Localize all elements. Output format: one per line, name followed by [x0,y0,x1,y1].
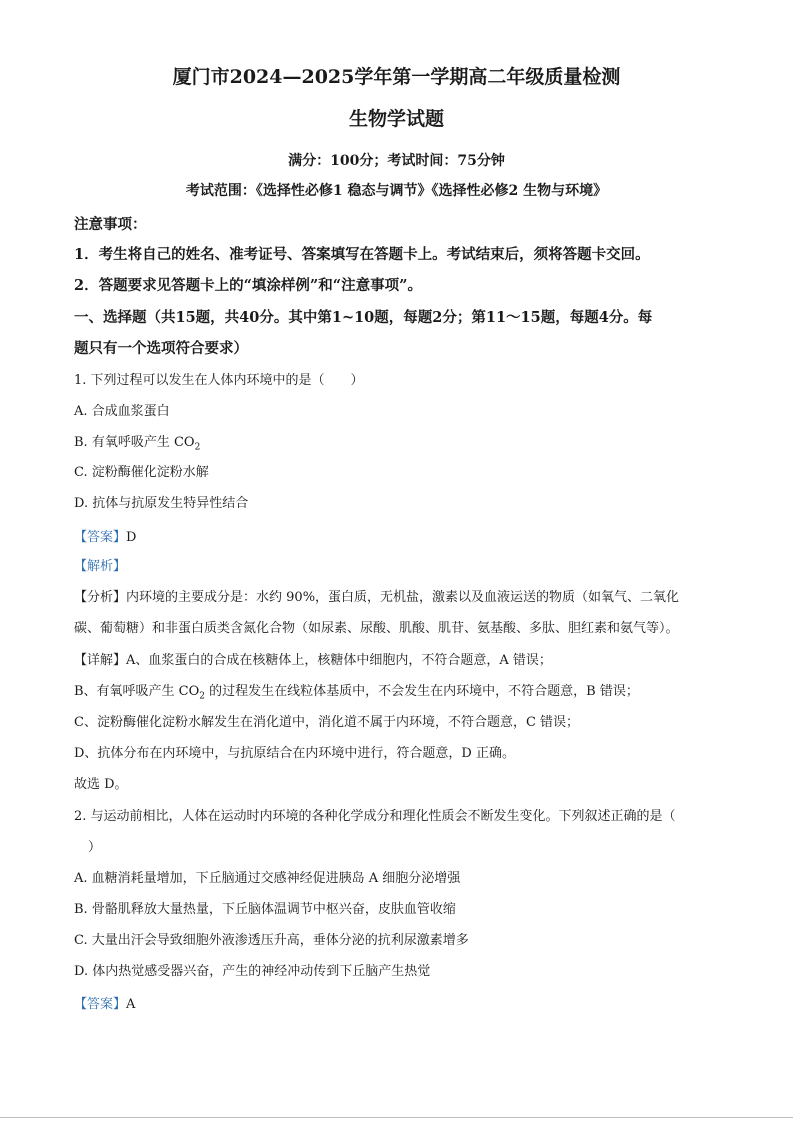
q1-conclusion: 故选 D。 [74,777,128,792]
q2-answer: 【答案】A [74,997,136,1012]
q2-option-d: D. 体内热觉感受器兴奋，产生的神经冲动传到下丘脑产生热觉 [74,964,431,979]
answer-label: 【答案】 [74,530,127,545]
q1-option-b: B. 有氧呼吸产生 $CO_2$ [74,435,201,453]
answer-label: 【答案】 [74,997,127,1012]
q1-xiangjie-a: 【详解】A、血浆蛋白的合成在核糖体上，核糖体中细胞内，不符合题意，A 错误； [74,653,552,668]
exam-subtitle: 生物学试题 [348,108,444,130]
xiangjie-label: 【详解】 [74,653,127,668]
page-bottom-rule [0,1117,793,1118]
q1-fenxi-line2: 碳、葡萄糖）和非蛋白质类含氮化合物（如尿素、尿酸、肌酸、肌苷、氨基酸、多肽、胆红素和氨气等）。 [74,621,679,636]
q1-answer: 【答案】D [74,530,137,545]
q2-stem-line2: ） [88,840,102,855]
q1-xiangjie-d: D、抗体分布在内环境中，与抗原结合在内环境中进行，符合题意，D 正确。 [74,746,515,761]
q1-option-a: A. 合成血浆蛋白 [74,404,170,419]
q1-xiangjie-c: C、淀粉酶催化淀粉水解发生在消化道中，消化道不属于内环境，不符合题意，C 错误； [74,715,580,730]
q2-option-a: A. 血糖消耗量增加，下丘脑通过交感神经促进胰岛 A 细胞分泌增强 [74,871,461,886]
section-heading-line2: 题只有一个选项符合要求） [74,340,248,357]
notice-item-1: 1．考生将自己的姓名、准考证号、答案填写在答题卡上。考试结束后，须将答题卡交回。 [74,246,650,263]
score-time: 满分：100分；考试时间：75分钟 [288,153,505,169]
q2-option-c: C. 大量出汗会导致细胞外液渗透压升高，垂体分泌的抗利尿激素增多 [74,933,469,948]
q2-stem-line1: 2. 与运动前相比，人体在运动时内环境的各种化学成分和理化性质会不断发生变化。下列叙述正确的是（ [74,809,676,824]
q1-fenxi-line1: 【分析】内环境的主要成分是：水约 90%，蛋白质，无机盐，激素以及血液运送的物质（如氧气、二氧化 [74,590,680,605]
q1-xiangjie-b: B、有氧呼吸产生 $CO_2$ 的过程发生在线粒体基质中，不会发生在内环境中，不符合题意，B 错误； [74,684,639,702]
q1-stem: 1. 下列过程可以发生在人体内环境中的是（ ） [74,373,364,388]
q1-analysis-label: 【解析】 [74,559,127,574]
q1-option-d: D. 抗体与抗原发生特异性结合 [74,496,249,511]
exam-title: 厦门市2024—2025学年第一学期高二年级质量检测 [172,66,621,88]
fenxi-label: 【分析】 [74,590,127,605]
notice-item-2: 2．答题要求见答题卡上的“填涂样例”和“注意事项”。 [74,277,422,294]
exam-scope: 考试范围：《选择性必修1 稳态与调节》《选择性必修2 生物与环境》 [185,183,608,199]
q1-option-c: C. 淀粉酶催化淀粉水解 [74,465,209,480]
q2-option-b: B. 骨骼肌释放大量热量，下丘脑体温调节中枢兴奋，皮肤血管收缩 [74,902,456,917]
section-heading-line1: 一、选择题（共15题，共40分。其中第1~10题，每题2分；第11～15题，每题4分。每 [74,309,653,326]
notice-heading: 注意事项： [74,216,147,233]
